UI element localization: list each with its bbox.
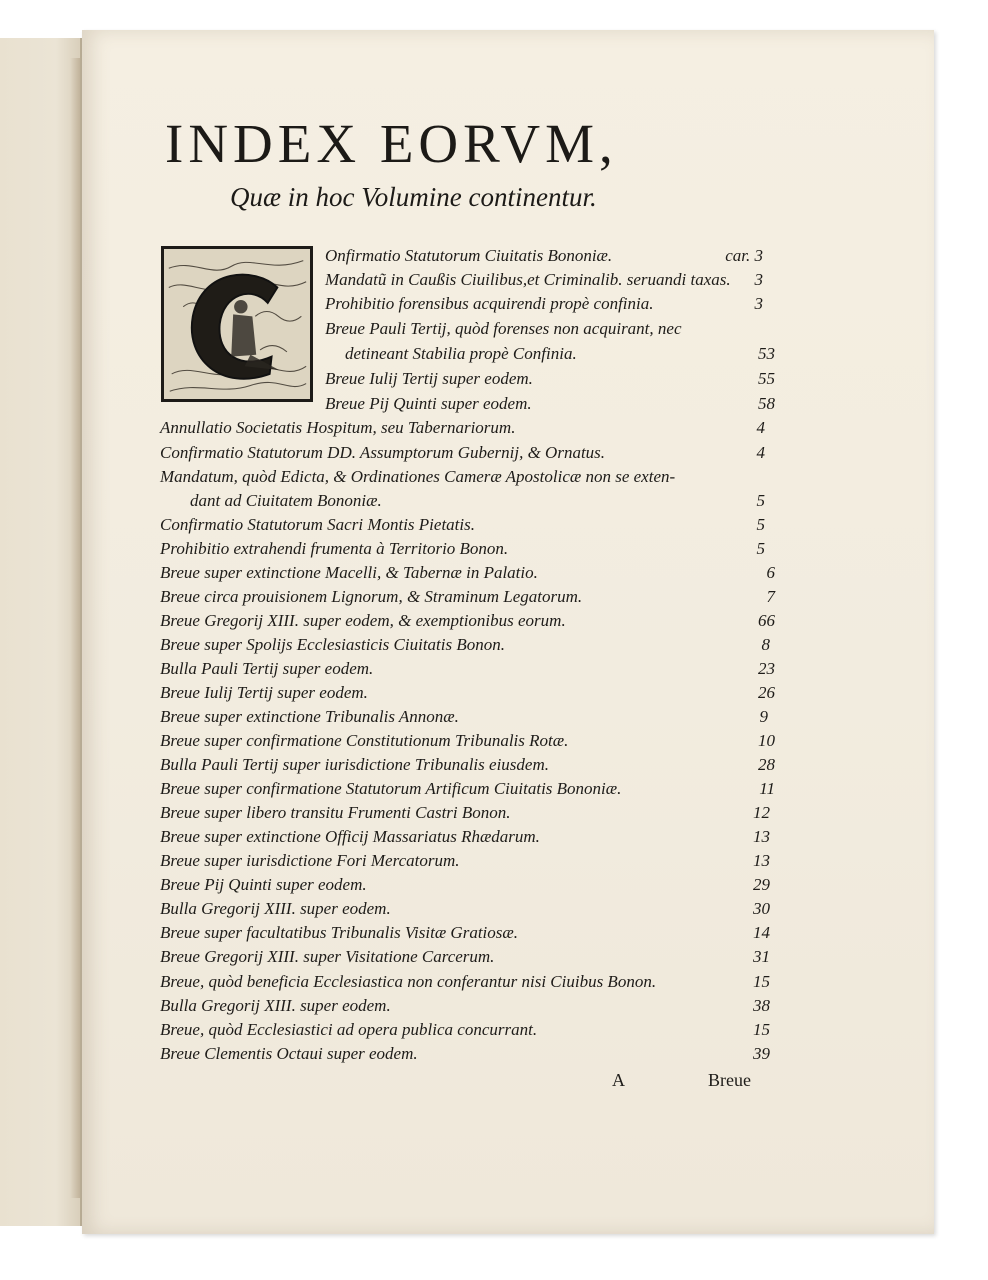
entry-page: 14 xyxy=(753,923,770,942)
index-entry xyxy=(160,922,770,944)
entry-page: 6 xyxy=(766,563,775,582)
left-page-edge xyxy=(0,38,82,1226)
entry-page: 26 xyxy=(758,683,775,702)
entry-page: 8 xyxy=(761,635,770,654)
entry-title: Bulla Gregorij XIII. super eodem. xyxy=(160,996,391,1015)
entry-title: Breue super Spolijs Ecclesiasticis Ciuitatis Bonon. xyxy=(160,635,506,654)
index-entry xyxy=(160,730,775,752)
entry-page: 58 xyxy=(758,394,775,413)
index-entry xyxy=(325,368,775,390)
index-entry xyxy=(160,682,775,704)
entry-page: 30 xyxy=(753,899,770,918)
entry-title: Breue super confirmatione Statutorum Artificum Ciuitatis Bononiæ. xyxy=(160,779,622,798)
index-entry xyxy=(160,466,765,488)
entry-title: Breue circa prouisionem Lignorum, & Straminum Legatorum. xyxy=(160,587,583,606)
entry-title: Breue Pauli Tertij, quòd forenses non acquirant, nec xyxy=(325,319,682,338)
entry-page: 15 xyxy=(753,1020,770,1039)
entry-page: 31 xyxy=(753,947,770,966)
entry-page: 5 xyxy=(756,515,765,534)
woodcut-illustration xyxy=(164,249,310,399)
index-entry xyxy=(160,826,770,848)
entry-page: 5 xyxy=(756,491,765,510)
index-entry xyxy=(160,610,775,632)
index-entry xyxy=(160,898,770,920)
catchword: Breue xyxy=(708,1070,751,1090)
index-entry xyxy=(160,1043,770,1065)
entry-page: 3 xyxy=(754,270,763,289)
entry-page: 5 xyxy=(756,539,765,558)
page-title: INDEX EORVM, xyxy=(165,113,618,174)
index-entry xyxy=(160,1019,770,1041)
entry-title: Breue Clementis Octaui super eodem. xyxy=(160,1044,418,1063)
entry-page: 4 xyxy=(756,443,765,462)
decorated-initial-c xyxy=(161,246,313,402)
entry-title: Mandatum, quòd Edicta, & Ordinationes Cameræ Apostolicæ non se exten- xyxy=(160,467,676,486)
entry-page: 38 xyxy=(753,996,770,1015)
entry-title: Breue, quòd beneficia Ecclesiastica non conferantur nisi Ciuibus Bonon. xyxy=(160,972,657,991)
entry-title: Breue, quòd Ecclesiastici ad opera publica concurrant. xyxy=(160,1020,538,1039)
entry-page: 66 xyxy=(758,611,775,630)
index-entry xyxy=(160,442,765,464)
entry-page: 12 xyxy=(753,803,770,822)
index-entry xyxy=(160,634,770,656)
entry-title: Breue super extinctione Officij Massariatus Rhædarum. xyxy=(160,827,540,846)
entry-title: Annullatio Societatis Hospitum, seu Tabernariorum. xyxy=(160,418,516,437)
entry-page: 15 xyxy=(753,972,770,991)
index-entry xyxy=(325,293,763,315)
index-entry xyxy=(160,562,775,584)
entry-title: Prohibitio forensibus acquirendi propè confinia. xyxy=(325,294,654,313)
index-entry xyxy=(160,417,765,439)
index-entry xyxy=(190,490,765,512)
entry-title: dant ad Ciuitatem Bononiæ. xyxy=(190,491,382,510)
entry-page: 9 xyxy=(759,707,768,726)
entry-title: Onfirmatio Statutorum Ciuitatis Bononiæ. xyxy=(325,246,613,265)
entry-title: Breue Iulij Tertij super eodem. xyxy=(325,369,533,388)
entry-page: 39 xyxy=(753,1044,770,1063)
entry-page: 10 xyxy=(758,731,775,750)
entry-title: Breue super facultatibus Tribunalis Visitæ Gratiosæ. xyxy=(160,923,518,942)
index-entry xyxy=(160,538,765,560)
entry-title: Breue super iurisdictione Fori Mercatorum. xyxy=(160,851,460,870)
index-entry xyxy=(160,658,775,680)
entry-title: Breue Gregorij XIII. super eodem, & exemptionibus eorum. xyxy=(160,611,566,630)
index-entry xyxy=(325,269,763,291)
index-entry xyxy=(160,850,770,872)
entry-title: Breue Pij Quinti super eodem. xyxy=(160,875,367,894)
entry-title: Breue super extinctione Macelli, & Tabernæ in Palatio. xyxy=(160,563,538,582)
entry-title: Confirmatio Statutorum DD. Assumptorum Gubernij, & Ornatus. xyxy=(160,443,606,462)
entry-page: 4 xyxy=(756,418,765,437)
entry-title: Bulla Pauli Tertij super eodem. xyxy=(160,659,374,678)
entry-title: detineant Stabilia propè Confinia. xyxy=(345,344,577,363)
index-entry xyxy=(160,874,770,896)
entry-title: Mandatũ in Caußis Ciuilibus,et Criminalib. seruandi taxas. xyxy=(325,270,731,289)
index-entry xyxy=(160,514,765,536)
entry-title: Prohibitio extrahendi frumenta à Territorio Bonon. xyxy=(160,539,509,558)
entry-title: Breue Iulij Tertij super eodem. xyxy=(160,683,368,702)
entry-title: Bulla Gregorij XIII. super eodem. xyxy=(160,899,391,918)
signature-mark: A xyxy=(612,1070,625,1090)
entry-page: 13 xyxy=(753,827,770,846)
index-entry xyxy=(345,343,775,365)
index-entry xyxy=(160,706,768,728)
entry-page: 23 xyxy=(758,659,775,678)
entry-page: 53 xyxy=(758,344,775,363)
index-entry xyxy=(160,995,770,1017)
entry-title: Breue super extinctione Tribunalis Annonæ. xyxy=(160,707,459,726)
entry-page: 13 xyxy=(753,851,770,870)
entry-page: 11 xyxy=(759,779,775,798)
index-entry xyxy=(325,318,763,340)
entry-page: 29 xyxy=(753,875,770,894)
entry-title: Bulla Pauli Tertij super iurisdictione Tribunalis eiusdem. xyxy=(160,755,549,774)
entry-title: Breue super libero transitu Frumenti Castri Bonon. xyxy=(160,803,511,822)
index-entry xyxy=(160,802,770,824)
entry-title: Breue super confirmatione Constitutionum Tribunalis Rotæ. xyxy=(160,731,569,750)
page-subtitle: Quæ in hoc Volumine continentur. xyxy=(230,182,597,212)
index-entry xyxy=(325,393,775,415)
entry-page: 28 xyxy=(758,755,775,774)
index-entry xyxy=(325,245,763,267)
entry-title: Confirmatio Statutorum Sacri Montis Pietatis. xyxy=(160,515,475,534)
index-entry xyxy=(160,586,775,608)
entry-page: 55 xyxy=(758,369,775,388)
index-entry xyxy=(160,754,775,776)
index-entry xyxy=(160,778,775,800)
entry-page: car. 3 xyxy=(725,246,763,265)
index-entry xyxy=(160,946,770,968)
entry-page: 3 xyxy=(754,294,763,313)
entry-title: Breue Pij Quinti super eodem. xyxy=(325,394,532,413)
entry-page: 7 xyxy=(766,587,775,606)
index-entry xyxy=(160,971,770,993)
entry-title: Breue Gregorij XIII. super Visitatione Carcerum. xyxy=(160,947,495,966)
